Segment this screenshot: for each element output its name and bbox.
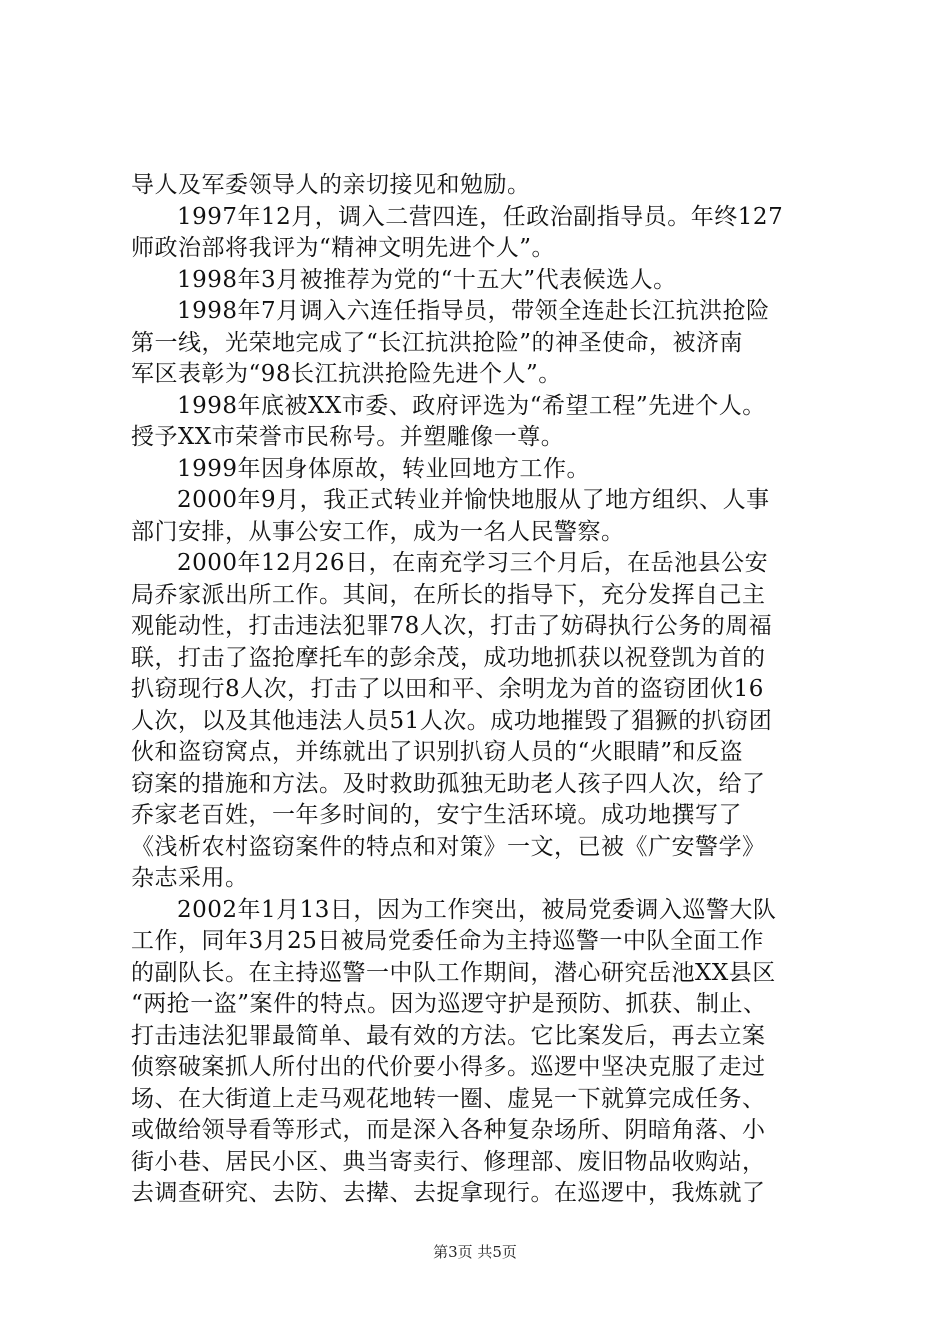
text-line: 联，打击了盗抢摩托车的彭余茂，成功地抓获以祝登凯为首的 <box>131 644 766 671</box>
text-line: 《浅析农村盗窃案件的特点和对策》一文，已被《广安警学》 <box>131 833 766 860</box>
text-line: 2000年12月26日，在南充学习三个月后，在岳池县公安 <box>177 550 769 576</box>
text-line: 场、在大街道上走马观花地转一圈、虚晃一下就算完成任务、 <box>131 1085 766 1112</box>
body-text <box>131 170 821 1210</box>
text-line: 部门安排，从事公安工作，成为一名人民警察。 <box>131 518 625 545</box>
text-line: 1999年因身体原故，转业回地方工作。 <box>177 455 591 482</box>
text-line: 1998年7月调入六连任指导员，带领全连赴长江抗洪抢险 <box>177 298 770 324</box>
text-line: 2002年1月13日，因为工作突出，被局党委调入巡警大队 <box>177 896 777 923</box>
text-line: 第一线，光荣地完成了“长江抗洪抢险”的神圣使命，被济南 <box>131 329 744 356</box>
text-line: 扒窃现行8人次，打击了以田和平、余明龙为首的盗窃团伙16 <box>131 676 764 702</box>
text-line: 的副队长。在主持巡警一中队工作期间，潜心研究岳池XX县区 <box>131 959 776 986</box>
text-line: 街小巷、居民小区、典当寄卖行、修理部、废旧物品收购站， <box>131 1148 766 1175</box>
text-line: 乔家老百姓，一年多时间的，安宁生活环境。成功地撰写了 <box>131 802 742 828</box>
text-line: 工作，同年3月25日被局党委任命为主持巡警一中队全面工作 <box>131 928 764 954</box>
text-line: 授予XX市荣誉市民称号。并塑雕像一尊。 <box>131 424 565 450</box>
text-line: 伙和盗窃窝点，并练就出了识别扒窃人员的“火眼睛”和反盗 <box>131 739 744 765</box>
text-line: 局乔家派出所工作。其间，在所长的指导下，充分发挥自己主 <box>131 581 766 608</box>
text-line: 杂志采用。 <box>131 865 249 891</box>
text-line: 去调查研究、去防、去撵、去捉拿现行。在巡逻中，我炼就了 <box>131 1180 766 1206</box>
text-line: 1998年3月被推荐为党的“十五大”代表候选人。 <box>177 266 677 293</box>
text-line: 侦察破案抓人所付出的代价要小得多。巡逻中坚决克服了走过 <box>131 1054 766 1080</box>
text-line: 或做给领导看等形式，而是深入各种复杂场所、阴暗角落、小 <box>131 1117 766 1143</box>
text-line: 2000年9月，我正式转业并愉快地服从了地方组织、人事 <box>177 487 770 513</box>
text-line: 人次，以及其他违法人员51人次。成功地摧毁了猖獗的扒窃团 <box>131 707 773 734</box>
text-line: 打击违法犯罪最简单、最有效的方法。它比案发后，再去立案 <box>131 1022 766 1049</box>
text-line: 窃案的措施和方法。及时救助孤独无助老人孩子四人次，给了 <box>131 770 766 797</box>
text-line: 军区表彰为“98长江抗洪抢险先进个人”。 <box>131 361 562 387</box>
text-line: 师政治部将我评为“精神文明先进个人”。 <box>131 235 556 261</box>
page-number-footer: 第3页 共5页 <box>433 1243 517 1261</box>
text-line: “两抢一盗”案件的特点。因为巡逻守护是预防、抓获、制止、 <box>131 991 767 1017</box>
text-line: 观能动性，打击违法犯罪78人次，打击了妨碍执行公务的周福 <box>131 613 773 639</box>
text-line: 1998年底被XX市委、政府评选为“希望工程”先进个人。 <box>177 392 766 419</box>
text-line: 导人及军委领导人的亲切接见和勉励。 <box>131 172 531 198</box>
text-line: 1997年12月，调入二营四连，任政治副指导员。年终127 <box>177 203 784 230</box>
